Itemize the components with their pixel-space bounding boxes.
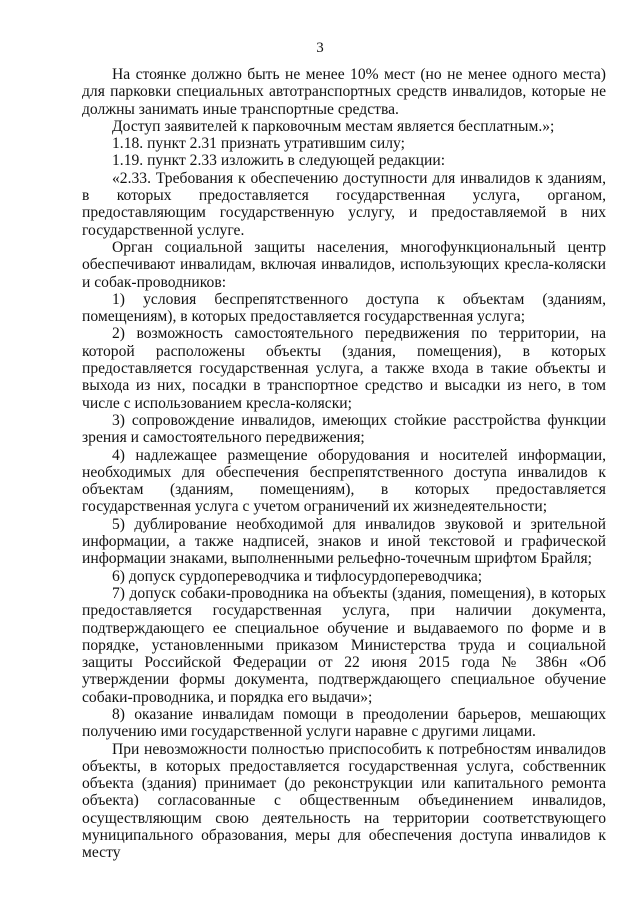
paragraph-item-1-19: 1.19. пункт 2.33 изложить в следующей редакции: (112, 152, 446, 170)
list-item-1: 1) условия беспрепятственного доступа к объектам (зданиям, помещениям), в которых предоставляется государственная услуга; (82, 290, 606, 326)
paragraph-free-access: Доступ заявителей к парковочным местам является бесплатным.»; (112, 117, 555, 135)
paragraph-impossibility-clause: При невозможности полностью приспособить к потребностям инвалидов объекты, в которых предоставляется государственная услуга, собственник объекта (здания) принимает (до реконструкции или капитального ремонта объекта) согласованные с общественным объединением инвалидов, осуществляющим свою деятельность на территории соответствующего муниципального образования, меры для обеспечения доступа инвалидов к месту (82, 740, 606, 862)
paragraph-clause-2-33: «2.33. Требования к обеспечению доступности для инвалидов к зданиям, в которых предоставляется государственная услуга, органом, предоставляющим государственную услугу, и предоставляемой в них государственной услуге. (82, 169, 606, 239)
list-item-8: 8) оказание инвалидам помощи в преодолении барьеров, мешающих получению ими государственной услуги наравне с другими лицами. (82, 705, 606, 741)
list-item-6: 6) допуск сурдопереводчика и тифлосурдопереводчика; (112, 567, 483, 585)
list-item-3: 3) сопровождение инвалидов, имеющих стойкие расстройства функции зрения и самостоятельного передвижения; (82, 411, 606, 447)
paragraph-parking-spaces: На стоянке должно быть не менее 10% мест (но не менее одного места) для парковки специальных автотранспортных средств инвалидов, которые не должны занимать иные транспортные средства. (82, 66, 606, 118)
list-item-7: 7) допуск собаки-проводника на объекты (здания, помещения), в которых предоставляется государственная услуга, при наличии документа, подтверждающего ее специальное обучение и выдаваемого по форме и в порядке, установленными приказом Министерства труда и социальной защиты Российской Федерации от 22 июня 2015 года № 386н «Об утверждении формы документа, подтверждающего специальное обучение собаки-проводника, и порядка его выдачи»; (82, 584, 606, 706)
list-item-4: 4) надлежащее размещение оборудования и носителей информации, необходимых для обеспечения беспрепятственного доступа инвалидов к объектам (зданиям, помещениям), в которых предоставляется государственная услуга с учетом ограничений их жизнедеятельности; (82, 446, 606, 516)
list-item-2: 2) возможность самостоятельного передвижения по территории, на которой расположены объекты (здания, помещения), в которых предоставляется государственная услуга, а также входа в такие объекты и выхода из них, посадки в транспортное средство и высадки из него, в том числе с использованием кресла-коляски; (82, 325, 606, 412)
list-item-5: 5) дублирование необходимой для инвалидов звуковой и зрительной информации, а также надписей, знаков и иной текстовой и графической информации знаками, выполненными рельефно-точечным шрифтом Брайля; (82, 515, 606, 568)
paragraph-authority-obligations: Орган социальной защиты населения, многофункциональный центр обеспечивают инвалидам, включая инвалидов, использующих кресла-коляски и собак-проводников: (82, 238, 606, 291)
page-number: 3 (316, 40, 324, 56)
paragraph-item-1-18: 1.18. пункт 2.31 признать утратившим силу; (112, 135, 405, 153)
document-body (82, 66, 606, 862)
